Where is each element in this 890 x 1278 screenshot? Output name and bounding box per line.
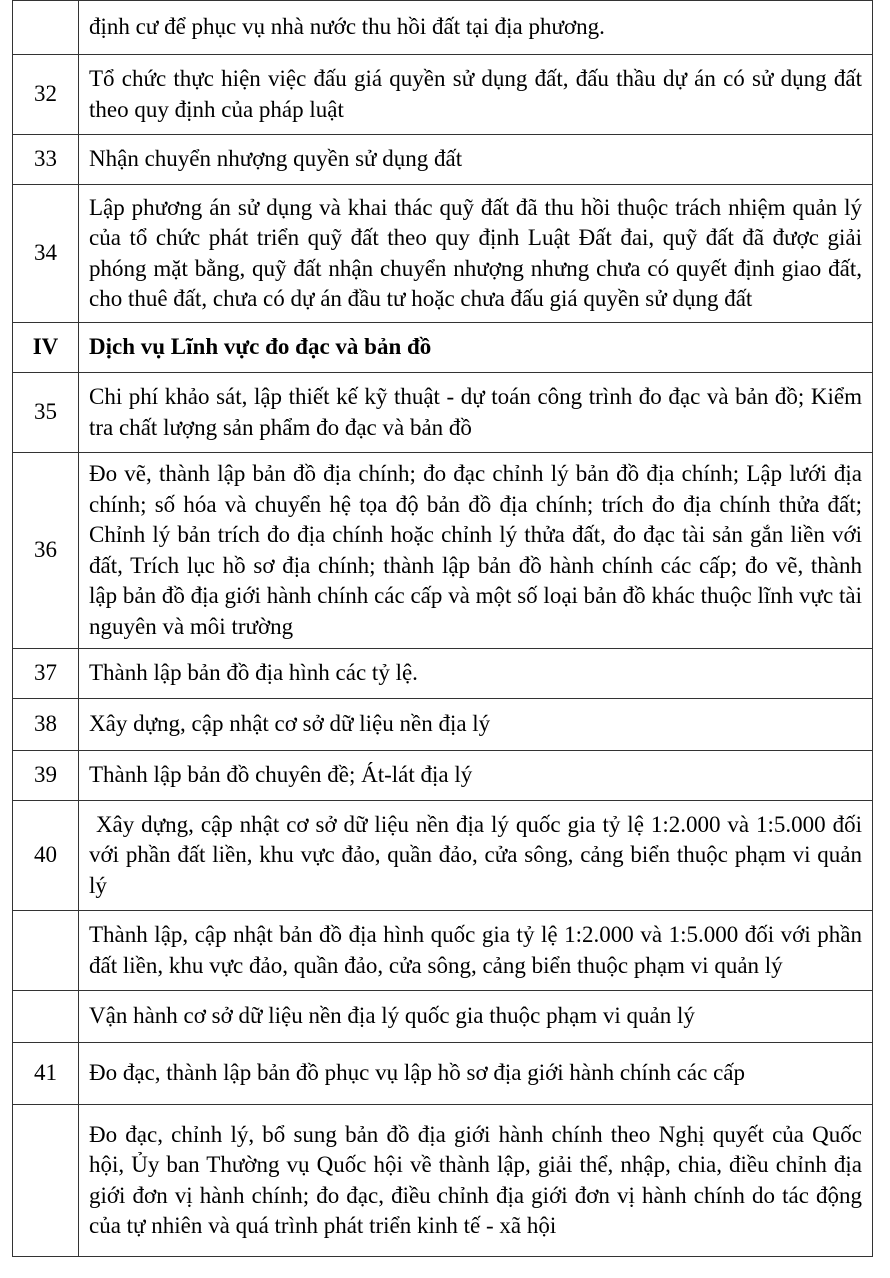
row-text: Đo đạc, thành lập bản đồ phục vụ lập hồ sơ địa giới hành chính các cấp bbox=[79, 1043, 873, 1105]
row-number: 41 bbox=[13, 1043, 79, 1105]
row-number: 36 bbox=[13, 453, 79, 649]
row-number: 40 bbox=[13, 801, 79, 911]
row-text: Xây dựng, cập nhật cơ sở dữ liệu nền địa lý quốc gia tỷ lệ 1:2.000 và 1:5.000 đối với phần đất liền, khu vực đảo, quần đảo, cửa sông, cảng biển thuộc phạm vi quản lý bbox=[79, 801, 873, 911]
row-number bbox=[13, 991, 79, 1043]
section-number: IV bbox=[13, 323, 79, 373]
row-number bbox=[13, 1, 79, 55]
row-text: Lập phương án sử dụng và khai thác quỹ đất đã thu hồi thuộc trách nhiệm quản lý của tổ chức phát triển quỹ đất theo quy định Luật Đất đai, quỹ đất đã được giải phóng mặt bằng, quỹ đất nhận chuyển nhượng nhưng chưa có quyết định giao đất, cho thuê đất, chưa có dự án đầu tư hoặc chưa đấu giá quyền sử dụng đất bbox=[79, 185, 873, 323]
row-text: Đo đạc, chỉnh lý, bổ sung bản đồ địa giới hành chính theo Nghị quyết của Quốc hội, Ủy ban Thường vụ Quốc hội về thành lập, giải thể, nhập, chia, điều chỉnh địa giới đơn vị hành chính; đo đạc, điều chỉnh địa giới đơn vị hành chính do tác động của tự nhiên và quá trình phát triển kinh tế - xã hội bbox=[79, 1105, 873, 1257]
row-number: 35 bbox=[13, 373, 79, 453]
table-row bbox=[13, 135, 873, 185]
document-page bbox=[12, 0, 872, 1257]
table-row bbox=[13, 699, 873, 751]
table-row bbox=[13, 649, 873, 699]
table-row bbox=[13, 801, 873, 911]
row-number: 37 bbox=[13, 649, 79, 699]
table-row bbox=[13, 55, 873, 135]
section-header-row bbox=[13, 323, 873, 373]
row-text: Thành lập, cập nhật bản đồ địa hình quốc gia tỷ lệ 1:2.000 và 1:5.000 đối với phần đất liền, khu vực đảo, quần đảo, cửa sông, cảng biển thuộc phạm vi quản lý bbox=[79, 911, 873, 991]
table-row bbox=[13, 751, 873, 801]
row-text: Thành lập bản đồ chuyên đề; Át-lát địa lý bbox=[79, 751, 873, 801]
table-row bbox=[13, 911, 873, 991]
row-number bbox=[13, 1105, 79, 1257]
table-row bbox=[13, 185, 873, 323]
row-number: 38 bbox=[13, 699, 79, 751]
row-number: 32 bbox=[13, 55, 79, 135]
table-row bbox=[13, 991, 873, 1043]
services-table bbox=[12, 0, 873, 1257]
row-text: Thành lập bản đồ địa hình các tỷ lệ. bbox=[79, 649, 873, 699]
row-text: Chi phí khảo sát, lập thiết kế kỹ thuật - dự toán công trình đo đạc và bản đồ; Kiểm tra chất lượng sản phẩm đo đạc và bản đồ bbox=[79, 373, 873, 453]
row-text: Xây dựng, cập nhật cơ sở dữ liệu nền địa lý bbox=[79, 699, 873, 751]
section-title: Dịch vụ Lĩnh vực đo đạc và bản đồ bbox=[79, 323, 873, 373]
row-number bbox=[13, 911, 79, 991]
row-text: Tổ chức thực hiện việc đấu giá quyền sử dụng đất, đấu thầu dự án có sử dụng đất theo quy định của pháp luật bbox=[79, 55, 873, 135]
row-number: 39 bbox=[13, 751, 79, 801]
table-row bbox=[13, 373, 873, 453]
row-text: định cư để phục vụ nhà nước thu hồi đất tại địa phương. bbox=[79, 1, 873, 55]
row-number: 33 bbox=[13, 135, 79, 185]
table-row bbox=[13, 453, 873, 649]
table-row bbox=[13, 1105, 873, 1257]
table-row bbox=[13, 1, 873, 55]
table-row bbox=[13, 1043, 873, 1105]
row-text: Vận hành cơ sở dữ liệu nền địa lý quốc gia thuộc phạm vi quản lý bbox=[79, 991, 873, 1043]
row-number: 34 bbox=[13, 185, 79, 323]
row-text: Đo vẽ, thành lập bản đồ địa chính; đo đạc chỉnh lý bản đồ địa chính; Lập lưới địa chính; số hóa và chuyển hệ tọa độ bản đồ địa chính; trích đo địa chính thửa đất; Chỉnh lý bản trích đo địa chính hoặc chỉnh lý thửa đất, đo đạc tài sản gắn liền với đất, Trích lục hồ sơ địa chính; thành lập bản đồ hành chính các cấp; đo vẽ, thành lập bản đồ địa giới hành chính các cấp và một số loại bản đồ khác thuộc lĩnh vực tài nguyên và môi trường bbox=[79, 453, 873, 649]
row-text: Nhận chuyển nhượng quyền sử dụng đất bbox=[79, 135, 873, 185]
